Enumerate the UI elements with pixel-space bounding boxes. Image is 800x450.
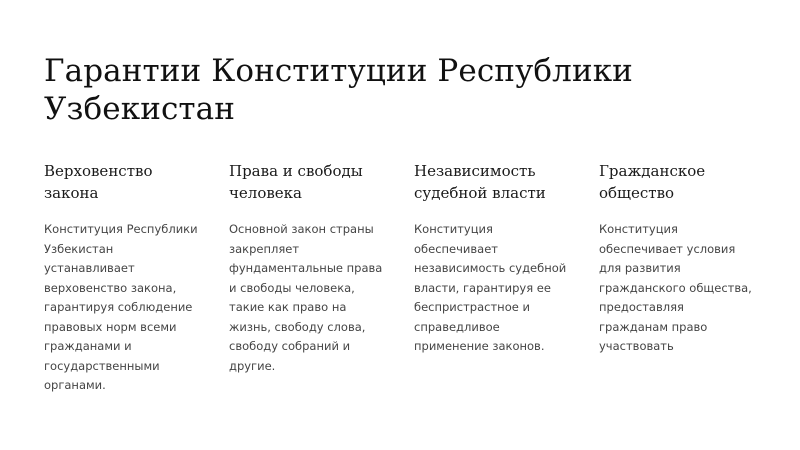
column-title: Гражданское общество — [599, 162, 706, 202]
column-rule-of-law — [44, 160, 229, 396]
column-text: Конституция Республики Узбекистан устанавливает верховенство закона, гарантируя соблюдение правовых норм всеми гражданами и государственными органами. — [44, 222, 198, 392]
column-human-rights — [229, 160, 414, 396]
page-title: Гарантии Конституции Республики Узбекистан — [44, 53, 633, 127]
column-text: Конституция обеспечивает независимость судебной власти, гарантируя ее беспристрастное и справедливое применение законов. — [414, 222, 567, 353]
column-title: Верховенство закона — [44, 162, 153, 202]
column-civil-society — [599, 160, 784, 396]
column-text: Основной закон страны закрепляет фундаментальные права и свободы человека, такие как право на жизнь, свободу слова, свободу собраний и другие. — [229, 222, 383, 373]
column-title: Независимость судебной власти — [414, 162, 546, 202]
column-judicial-independence — [414, 160, 599, 396]
column-title: Права и свободы человека — [229, 162, 363, 202]
column-text: Конституция обеспечивает условия для развития гражданского общества, предоставляя гражданам право участвовать — [599, 222, 752, 353]
guarantees-columns — [44, 160, 784, 396]
